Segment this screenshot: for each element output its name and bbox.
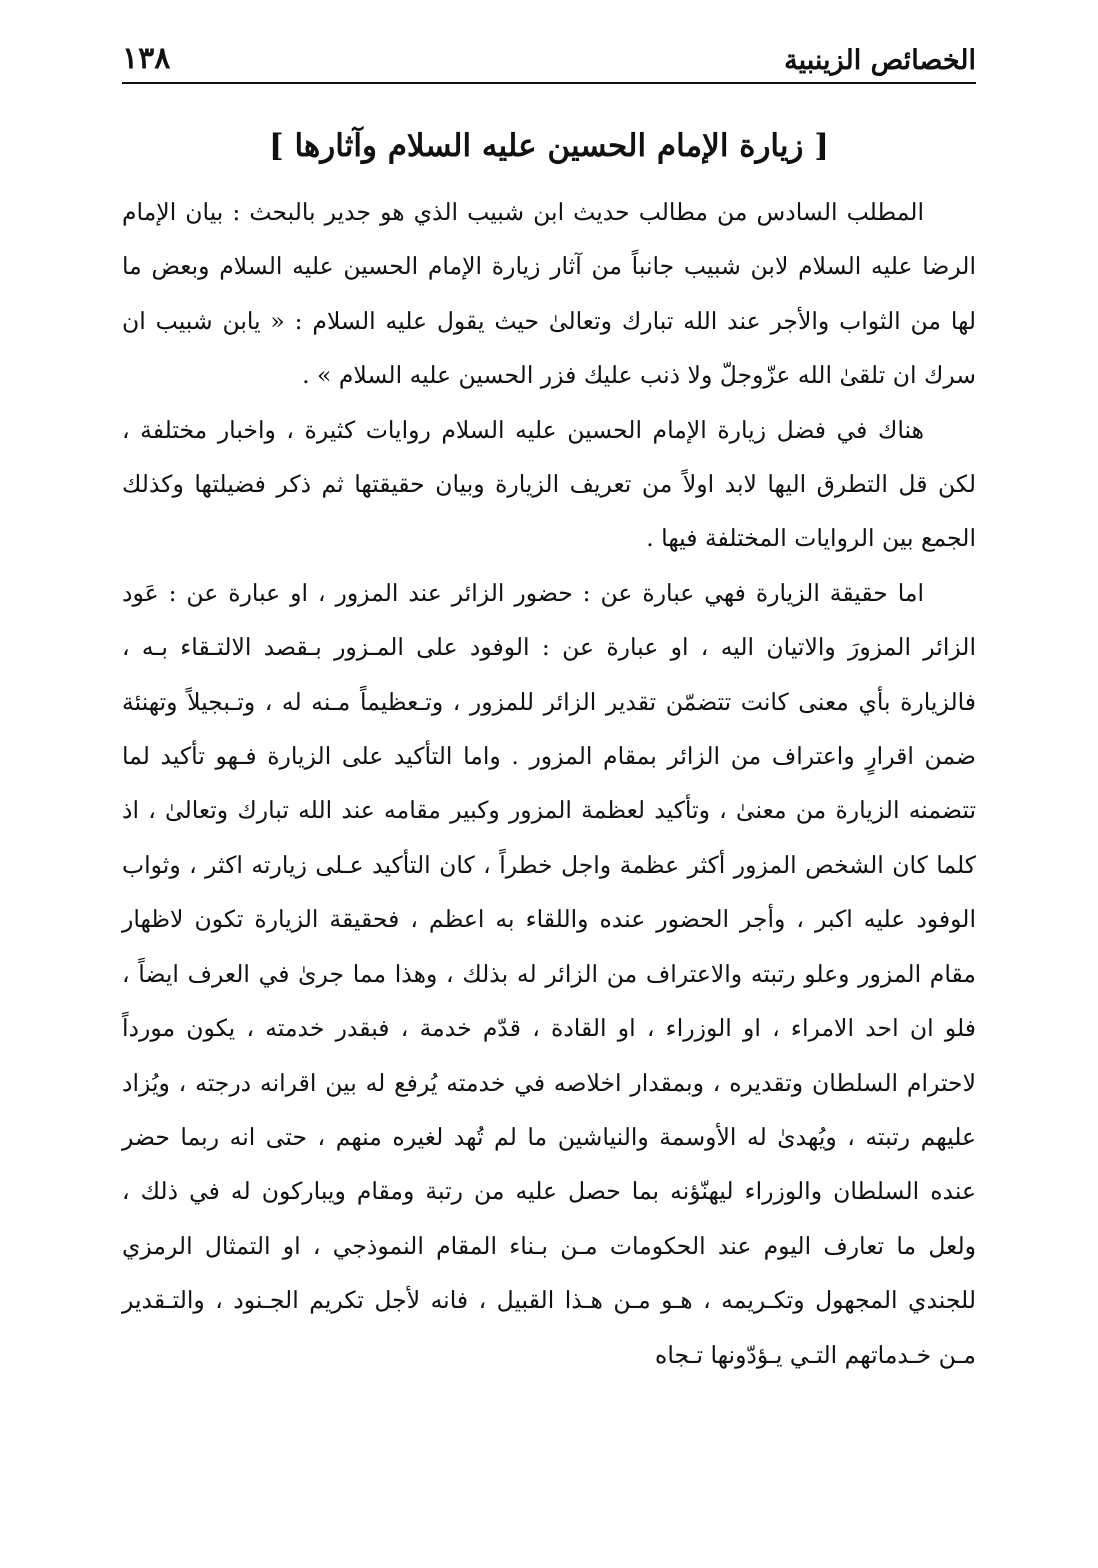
paragraph: المطلب السادس من مطالب حديث ابن شبيب الذي هو جدير بالبحث : بيان الإمام الرضا عليه السلام لابن شبيب جانباً من آثار زيارة الإمام الحسين عليه السلام وبعض ما لها من الثواب والأجر عند الله تبارك وتعالىٰ حيث يقول عليه السلام : « يابن شبيب ان سرك ان تلقىٰ الله عزّوجلّ ولا ذنب عليك فزر الحسين عليه السلام » . [122, 198, 976, 390]
body-text [122, 185, 976, 1382]
page-header [122, 40, 976, 84]
section-title: [ زيارة الإمام الحسين عليه السلام وآثارها ] [269, 128, 829, 164]
paragraph: هناك في فضل زيارة الإمام الحسين عليه السلام روايات كثيرة ، واخبار مختلفة ، لكن قل التطرق اليها لابد اولاً من تعريف الزيارة وبيان حقيقتها ثم ذكر فضيلتها وكذلك الجمع بين الروايات المختلفة فيها . [122, 415, 976, 553]
running-title: الخصائص الزينبية [784, 45, 976, 76]
page-number: ١٣٨ [122, 41, 171, 76]
paragraph: اما حقيقة الزيارة فهي عبارة عن : حضور الزائر عند المزور ، او عبارة عن : عَود الزائر المزورَ والاتيان اليه ، او عبارة عن : الوفود على المـزور بـقصد الالتـقاء بـه ، فالزيارة بأي معنى كانت تتضمّن تقدير الزائر للمزور ، وتـعظيماً مـنه له ، وتـبجيلاً وتهنئة ضمن اقرارٍ واعتراف من الزائر بمقام المزور . واما التأكيد على الزيارة فـهو تأكيد لما تتضمنه الزيارة من معنىٰ ، وتأكيد لعظمة المزور وكبير مقامه عند الله تبارك وتعالىٰ ، اذ كلما كان الشخص المزور أكثر عظمة واجل خطراً ، كان التأكيد عـلى زيارته اكثر ، وثواب الوفود عليه اكبر ، وأجر الحضور عنده واللقاء به اعظم ، فحقيقة الزيارة تكون لاظهار مقام المزور وعلو رتبته والاعتراف من الزائر له بذلك ، وهذا مما جرىٰ في العرف ايضاً ، فلو ان احد الامراء ، او الوزراء ، او القادة ، قدّم خدمة ، فبقدر خدمته ، يكون مورداً لاحترام السلطان وتقديره ، وبمقدار اخلاصه في خدمته يُرفع له بين اقرانه درجته ، ويُزاد عليهم رتبته ، ويُهدىٰ له الأوسمة والنياشين ما لم تُهد لغيره منهم ، حتى انه ربما حضر عنده السلطان والوزراء ليهنّؤنه بما حصل عليه من رتبة ومقام ويباركون له في ذلك ، ولعل ما تعارف اليوم عند الحكومات مـن بـناء المقام النموذجي ، او التمثال الرمزي للجندي المجهول وتكـريمه ، هـو مـن هـذا القبيل ، فانه لأجل تكريم الجـنود ، والتـقدير مـن خـدماتهم التـي يـؤدّونها تـجاه [122, 578, 976, 1369]
